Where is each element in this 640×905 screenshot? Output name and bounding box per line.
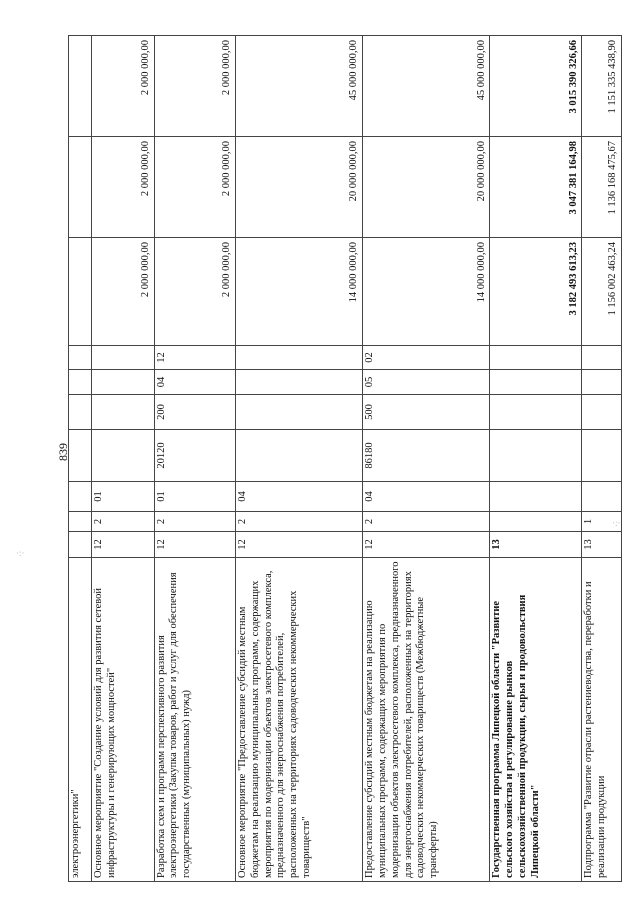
event-code-cell: 01 xyxy=(91,482,154,512)
event-code-cell: 01 xyxy=(154,482,235,512)
amount-year3-cell: 2 000 000,00 xyxy=(154,36,235,137)
expense-type-cell xyxy=(490,395,582,430)
table-row xyxy=(363,36,490,882)
scan-mark: ·:· xyxy=(16,548,25,558)
table-row xyxy=(154,36,235,882)
expense-type-cell xyxy=(582,395,622,430)
row-name-cell: Основное мероприятие "Предоставление субсидий местным бюджетам на реализацию муниципальных программ, содержащих мероприятия по модернизации объектов электросетевого комплекса, предназначенного для энергоснабжения потребителей, расположенных на территориях садоводческих некоммерческих товариществ" xyxy=(235,558,362,882)
section-cell: 05 xyxy=(363,370,490,395)
subprogram-code-cell xyxy=(490,512,582,532)
event-code-cell xyxy=(582,482,622,512)
direction-code-cell: 20120 xyxy=(154,430,235,482)
amount-year3-cell: 3 015 390 326,66 xyxy=(490,36,582,137)
amount-year3-cell: 1 151 335 438,90 xyxy=(582,36,622,137)
budget-table-rotated xyxy=(68,36,622,882)
amount-year1-cell: 3 182 493 613,23 xyxy=(490,238,582,346)
direction-code-cell xyxy=(235,430,362,482)
program-code-cell: 13 xyxy=(582,532,622,558)
amount-year3-cell: 45 000 000,00 xyxy=(235,36,362,137)
expense-type-cell: 500 xyxy=(363,395,490,430)
amount-year2-cell: 1 136 168 475,67 xyxy=(582,137,622,238)
subprogram-code-cell: 2 xyxy=(154,512,235,532)
amount-year2-cell: 2 000 000,00 xyxy=(154,137,235,238)
section-cell xyxy=(235,370,362,395)
table-row xyxy=(490,36,582,882)
row-name-cell: Подпрограмма "Развитие отрасли растениеводства, переработки и реализации продукции xyxy=(582,558,622,882)
event-code-cell xyxy=(490,482,582,512)
subsection-cell xyxy=(91,346,154,370)
row-name-cell: Государственная программа Липецкой области "Развитие сельского хозяйства и регулирование рынков сельскохозяйственной продукции, сырья и продовольствия Липецкой области" xyxy=(490,558,582,882)
section-cell xyxy=(582,370,622,395)
amount-year2-cell xyxy=(69,137,92,238)
budget-table xyxy=(68,35,622,882)
expense-type-cell xyxy=(235,395,362,430)
amount-year1-cell: 2 000 000,00 xyxy=(154,238,235,346)
table-row xyxy=(235,36,362,882)
amount-year2-cell: 2 000 000,00 xyxy=(91,137,154,238)
subsection-cell xyxy=(582,346,622,370)
program-code-cell: 12 xyxy=(363,532,490,558)
subprogram-code-cell: 2 xyxy=(91,512,154,532)
row-name-cell: Предоставление субсидий местным бюджетам на реализацию муниципальных программ, содержащих мероприятия по модернизации объектов электросетевого комплекса, предназначенного для энергоснабжения потребителей, расположенных на территориях садоводческих некоммерческих товариществ (Межбюджетные трансферты) xyxy=(363,558,490,882)
program-code-cell: 12 xyxy=(154,532,235,558)
direction-code-cell xyxy=(582,430,622,482)
event-code-cell xyxy=(69,482,92,512)
direction-code-cell xyxy=(91,430,154,482)
expense-type-cell: 200 xyxy=(154,395,235,430)
subprogram-code-cell: 2 xyxy=(235,512,362,532)
direction-code-cell: 86180 xyxy=(363,430,490,482)
direction-code-cell xyxy=(490,430,582,482)
row-name-cell: Основное мероприятие "Создание условий для развития сетевой инфраструктуры и генерирующих мощностей" xyxy=(91,558,154,882)
section-cell xyxy=(69,370,92,395)
subprogram-code-cell: 2 xyxy=(363,512,490,532)
table-body xyxy=(69,36,622,882)
subsection-cell: 02 xyxy=(363,346,490,370)
amount-year1-cell: 2 000 000,00 xyxy=(91,238,154,346)
subsection-cell xyxy=(235,346,362,370)
amount-year3-cell: 2 000 000,00 xyxy=(91,36,154,137)
subprogram-code-cell: 1 xyxy=(582,512,622,532)
event-code-cell: 04 xyxy=(363,482,490,512)
section-cell xyxy=(91,370,154,395)
amount-year1-cell: 14 000 000,00 xyxy=(363,238,490,346)
subsection-cell: 12 xyxy=(154,346,235,370)
table-row xyxy=(582,36,622,882)
amount-year2-cell: 3 047 381 164,98 xyxy=(490,137,582,238)
scan-mark: ·:· xyxy=(612,518,621,528)
direction-code-cell xyxy=(69,430,92,482)
page-number: 839 xyxy=(56,443,70,461)
table-row xyxy=(91,36,154,882)
program-code-cell xyxy=(69,532,92,558)
event-code-cell: 04 xyxy=(235,482,362,512)
table-row xyxy=(69,36,92,882)
amount-year1-cell xyxy=(69,238,92,346)
amount-year1-cell: 1 156 002 463,24 xyxy=(582,238,622,346)
subprogram-code-cell xyxy=(69,512,92,532)
amount-year1-cell: 14 000 000,00 xyxy=(235,238,362,346)
subsection-cell xyxy=(490,346,582,370)
amount-year2-cell: 20 000 000,00 xyxy=(235,137,362,238)
program-code-cell: 13 xyxy=(490,532,582,558)
section-cell: 04 xyxy=(154,370,235,395)
subsection-cell xyxy=(69,346,92,370)
row-name-cell: электроэнергетики" xyxy=(69,558,92,882)
expense-type-cell xyxy=(91,395,154,430)
amount-year3-cell xyxy=(69,36,92,137)
program-code-cell: 12 xyxy=(235,532,362,558)
section-cell xyxy=(490,370,582,395)
amount-year3-cell: 45 000 000,00 xyxy=(363,36,490,137)
program-code-cell: 12 xyxy=(91,532,154,558)
amount-year2-cell: 20 000 000,00 xyxy=(363,137,490,238)
expense-type-cell xyxy=(69,395,92,430)
row-name-cell: Разработка схем и программ перспективного развития электроэнергетики (Закупка товаров, работ и услуг для обеспечения государственных (муниципальных) нужд) xyxy=(154,558,235,882)
